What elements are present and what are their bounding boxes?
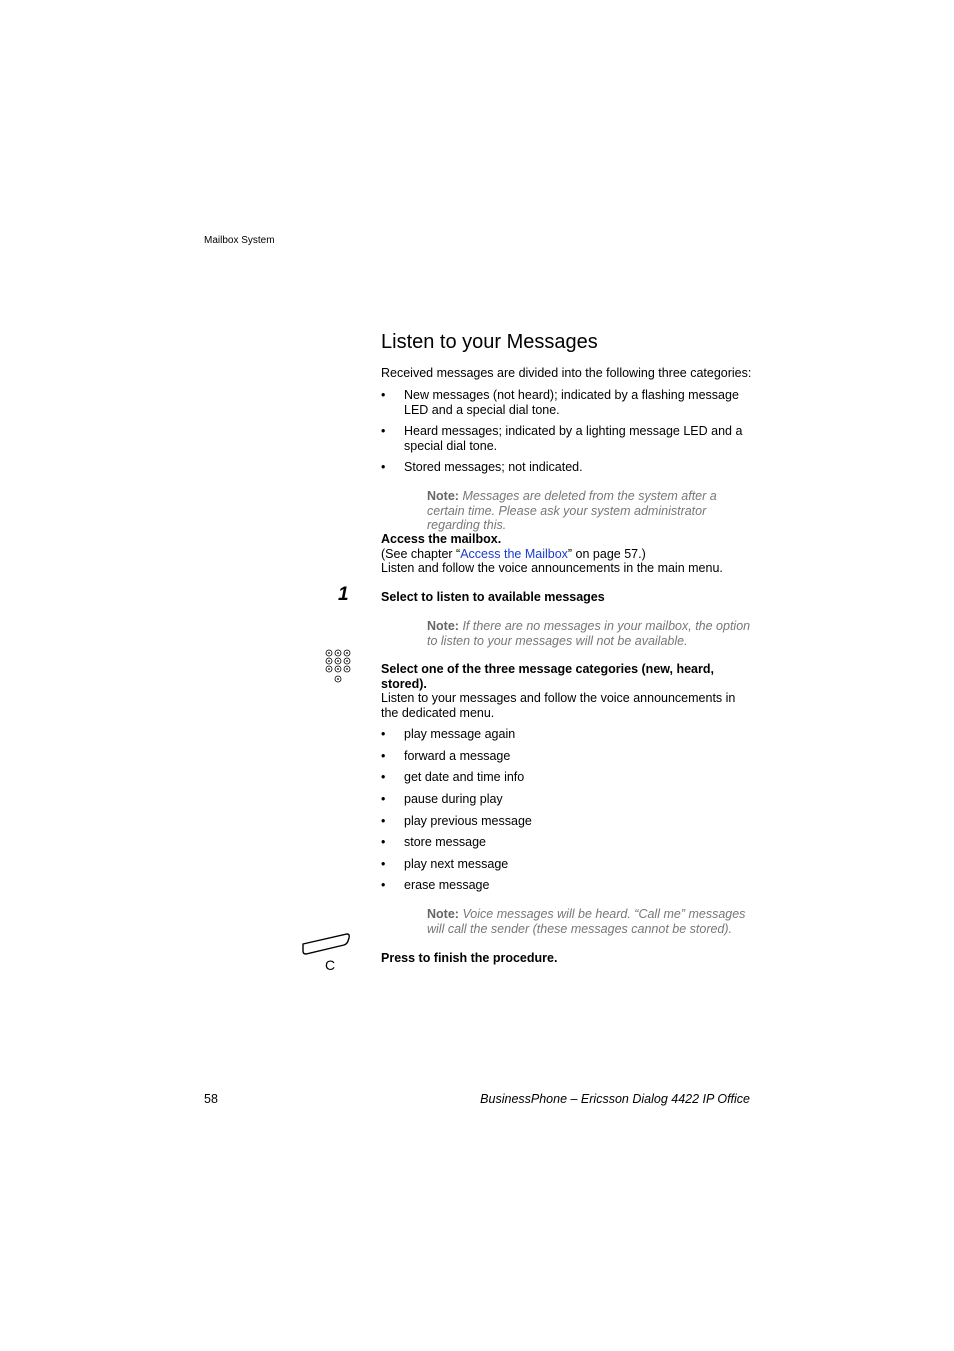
ref-suffix: ” on page 57.) <box>567 546 646 561</box>
ref-prefix: (See chapter “ <box>381 546 461 561</box>
option-text: play previous message <box>404 814 532 828</box>
running-header: Mailbox System <box>204 235 275 246</box>
intro-text: Received messages are divided into the following three categories: <box>381 366 752 380</box>
step-number: 1 <box>338 584 349 605</box>
category-text: New messages (not heard); indicated by a flashing message LED and a special dial tone. <box>404 388 739 417</box>
bullet: • <box>381 814 386 828</box>
note-label: Note: <box>427 619 459 633</box>
note-text: If there are no messages in your mailbox, the option to listen to your messages will not be available. <box>427 619 751 648</box>
option-text: forward a message <box>404 749 511 763</box>
bullet: • <box>381 749 386 763</box>
chapter-reference <box>381 547 753 562</box>
note-empty-mailbox <box>427 619 753 648</box>
footer-title: BusinessPhone – Ericsson Dialog 4422 IP Office <box>480 1092 750 1106</box>
note-call-me <box>427 907 753 936</box>
option-text: play message again <box>404 727 516 741</box>
finish-text: Press to finish the procedure. <box>381 951 558 965</box>
bullet: • <box>381 727 386 741</box>
option-text: get date and time info <box>404 770 525 784</box>
note-label: Note: <box>427 489 459 503</box>
page-title: Listen to your Messages <box>381 331 598 353</box>
bullet: • <box>381 835 386 849</box>
access-block <box>381 532 753 576</box>
category-text: Stored messages; not indicated. <box>404 460 583 474</box>
bullet: • <box>381 857 386 871</box>
option-text: erase message <box>404 878 490 892</box>
keypad-icon <box>324 649 352 685</box>
step-text: Select to listen to available messages <box>381 590 605 604</box>
access-mailbox-link[interactable]: Access the Mailbox <box>460 546 568 561</box>
categories-heading: Select one of the three message categories (new, heard, stored). <box>381 662 714 691</box>
option-text: store message <box>404 835 486 849</box>
access-instruction: Listen and follow the voice announcements in the main menu. <box>381 561 723 575</box>
bullet: • <box>381 388 386 402</box>
categories-text: Listen to your messages and follow the voice announcements in the dedicated menu. <box>381 691 736 720</box>
clear-key-label: C <box>325 957 336 972</box>
bullet: • <box>381 460 386 474</box>
note-text: Voice messages will be heard. “Call me” messages will call the sender (these messages cannot be stored). <box>427 907 746 936</box>
note-deletion <box>427 489 753 533</box>
categories-block <box>381 662 753 720</box>
bullet: • <box>381 878 386 892</box>
clear-key-icon <box>300 930 354 972</box>
bullet: • <box>381 792 386 806</box>
option-text: pause during play <box>404 792 503 806</box>
bullet: • <box>381 770 386 784</box>
note-text: Messages are deleted from the system after a certain time. Please ask your system administrator regarding this. <box>427 489 717 532</box>
access-heading: Access the mailbox. <box>381 532 502 546</box>
bullet: • <box>381 424 386 438</box>
category-text: Heard messages; indicated by a lighting message LED and a special dial tone. <box>404 424 743 453</box>
note-label: Note: <box>427 907 459 921</box>
option-text: play next message <box>404 857 509 871</box>
page-number: 58 <box>204 1092 218 1106</box>
